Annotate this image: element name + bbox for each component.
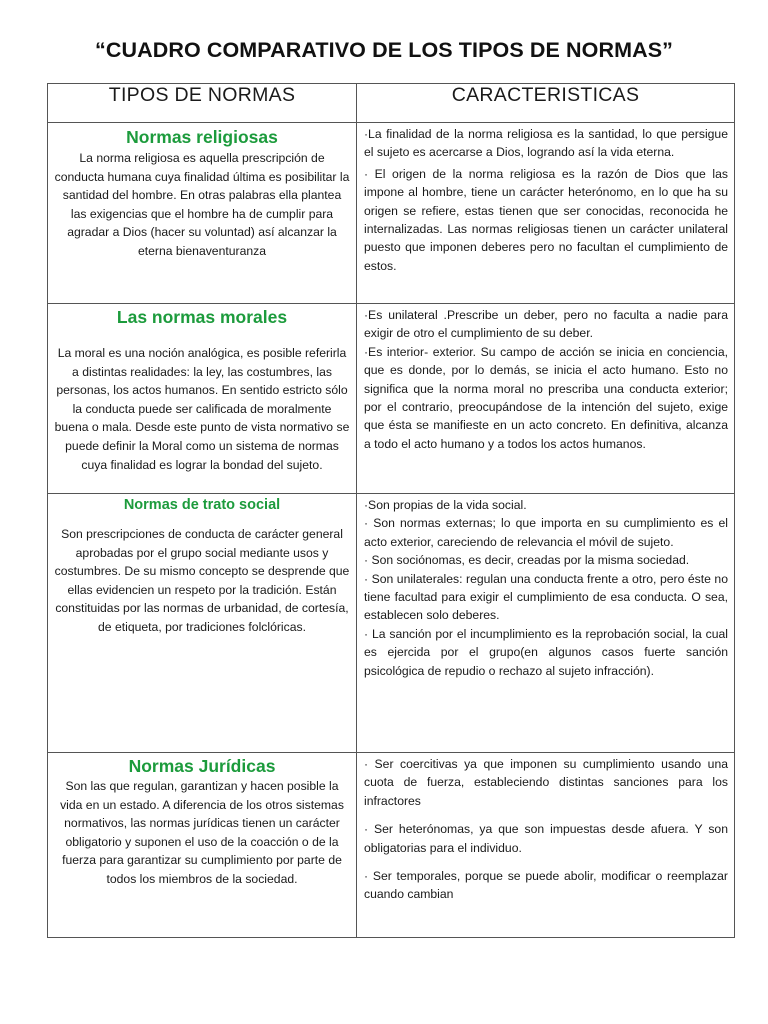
header-caracteristicas: CARACTERISTICAS (357, 84, 735, 123)
header-row (48, 84, 735, 123)
characteristic-item: · Son unilaterales: regulan una conducta frente a otro, pero éste no tiene facultad para exigir el cumplimiento de esa conducta. O sea, establecen solo deberes. (364, 571, 728, 623)
type-cell (48, 753, 357, 938)
row-description: La moral es una noción analógica, es posible referirla a distintas realidades: la ley, las costumbres, las personas, los actos humanos. En sentido estricto sólo la conducta puede ser calificada de moralmente buena o mala. Desde este punto de vista normativo se puede definir la Moral como un sistema de normas cuya finalidad es lograr la bondad del sujeto. (54, 346, 350, 472)
row-description: Son las que regulan, garantizan y hacen posible la vida en un estado. A diferencia de los otros sistemas normativos, las normas jurídicas tienen un carácter obligatorio y suponen el uso de la coacción o de la fuerza para garantizar su cumplimiento por parte de todos los miembros de la sociedad. (60, 779, 344, 886)
table-row (48, 123, 735, 304)
header-tipos: TIPOS DE NORMAS (48, 84, 357, 123)
characteristics-cell (357, 753, 735, 938)
characteristic-item: · Ser heterónomas, ya que son impuestas desde afuera. Y son obligatorias para el individuo. (364, 822, 728, 855)
type-cell (48, 304, 357, 494)
comparison-table (47, 83, 735, 938)
characteristic-item: ·Es interior- exterior. Su campo de acción se inicia en conciencia, que es donde, por lo demás, se inicia el acto humano. Esto no significa que la norma moral no prescriba una conducta exterior; por el contrario, preocupándose de la intención del sujeto, exige que ésta se manifieste en un acto concreto. En definitiva, alcanza a todo el acto humano y a todos los actos humanos. (364, 344, 728, 451)
type-cell (48, 494, 357, 753)
characteristics-cell (357, 123, 735, 304)
characteristics-cell (357, 304, 735, 494)
characteristic-item: ·La finalidad de la norma religiosa es la santidad, lo que persigue el sujeto es acercarse a Dios, logrando así la vida eterna. (364, 127, 728, 160)
document-title: “CUADRO COMPARATIVO DE LOS TIPOS DE NORMAS” (94, 38, 674, 62)
table-row (48, 304, 735, 494)
row-heading: Las normas morales (116, 307, 288, 327)
characteristic-item: · Son normas externas; lo que importa en su cumplimiento es el acto exterior, careciendo de relevancia el móvil de sujeto. (364, 516, 728, 549)
characteristics-cell (357, 494, 735, 753)
characteristic-item: · Ser coercitivas ya que imponen su cumplimiento usando una cuota de fuerza, estableciendo distintas sanciones para los infractores (364, 757, 728, 808)
characteristic-item: ·Son propias de la vida social. (364, 498, 527, 512)
characteristic-item: · La sanción por el incumplimiento es la reprobación social, la cual es ejercida por el grupo(en algunos casos fuerte sanción psicológica de repudio o rechazo al sujeto infracción). (364, 626, 728, 678)
row-description: Son prescripciones de conducta de carácter general aprobadas por el grupo social mediante usos y costumbres. De su mismo concepto se desprende que ellas evidencien un respeto por la tradición. Están constituidas por las normas de urbanidad, de cortesía, de etiqueta, por tradiciones folclóricas. (54, 527, 350, 634)
characteristic-item: · Son sociónomas, es decir, creadas por la misma sociedad. (364, 553, 690, 568)
row-heading: Normas Jurídicas (128, 756, 276, 776)
characteristic-item: ·Es unilateral .Prescribe un deber, pero no faculta a nadie para exigir de otro el cumplimiento de su deber. (364, 308, 728, 341)
type-cell (48, 123, 357, 304)
table-row (48, 753, 735, 938)
table-row (48, 494, 735, 753)
row-description: La norma religiosa es aquella prescripción de conducta humana cuya finalidad última es posibilitar la santidad del hombre. En otras palabras ella plantea las exigencias que el hombre ha de cumplir para agradar a Dios (hacer su voluntad) así alcanzar la eterna bienaventuranza (54, 151, 350, 258)
characteristic-item: · El origen de la norma religiosa es la razón de Dios que las impone al hombre, tiene un carácter heterónomo, en lo que ha su origen se refiere, estas tienen que ser conocidas, reconocida he internalizadas. Las normas religiosas tienen un carácter unilateral puesto que imponen deberes pero no facultan el cumplimiento de estos. (364, 166, 728, 273)
row-heading: Normas religiosas (126, 127, 278, 147)
characteristic-item: · Ser temporales, porque se puede abolir, modificar o reemplazar cuando cambian (364, 869, 728, 902)
row-heading: Normas de trato social (123, 497, 281, 513)
